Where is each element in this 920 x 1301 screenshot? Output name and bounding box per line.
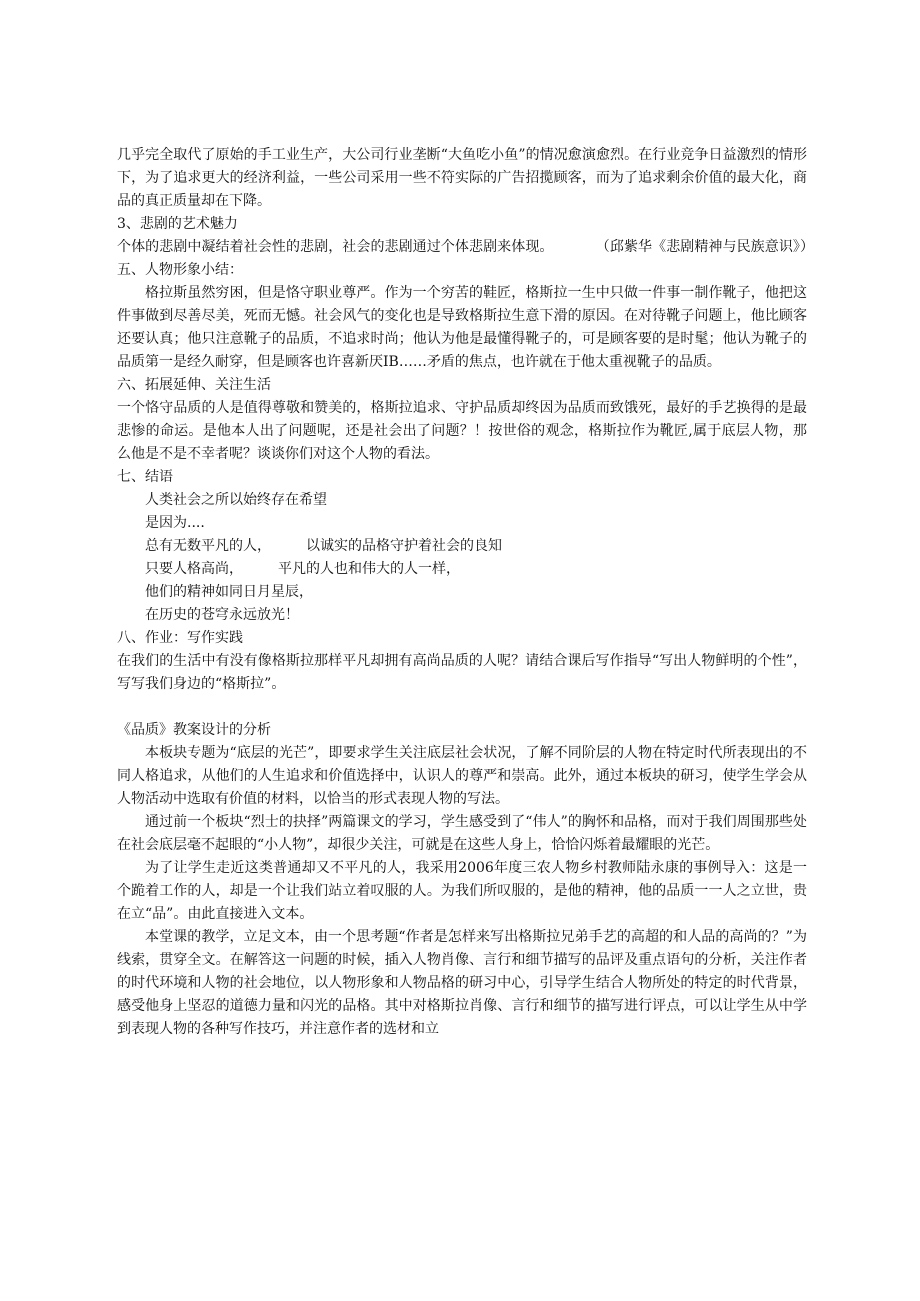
poem-line: 在历史的苍穹永远放光！ bbox=[145, 607, 299, 623]
heading-tragedy-charm: 3、悲剧的艺术魅力 bbox=[117, 216, 238, 232]
analysis-title: 《品质》教案设计的分析 bbox=[117, 722, 271, 738]
poem-line: 人类社会之所以始终存在希望 bbox=[145, 492, 327, 508]
poem-line: 他们的精神如同日月星辰， bbox=[145, 584, 313, 600]
heading-homework: 八、作业：写作实践 bbox=[117, 630, 243, 646]
paragraph-analysis-intro: 为了让学生走近这类普通却又不平凡的人，我采用2006年度三农人物乡村教师陆永康的事例导入：这是一个跪着工作的人，却是一个让我们站立着叹服的人。为我们所叹服的，是他的精神，他的品质一一人之立世，贵在立“品”。由此直接进入文本。 bbox=[117, 860, 807, 922]
poem-line: 总有无数平凡的人， 以诚实的品格守护着社会的良知 bbox=[145, 538, 502, 554]
paragraph-analysis-contrast: 通过前一个板块“烈士的抉择”两篇课文的学习，学生感受到了“伟人”的胸怀和品格，而对于我们周围那些处在社会底层毫不起眼的“小人物”，却很少关注，可就是在这些人身上，恰恰闪烁着最耀眼的光芒。 bbox=[117, 814, 807, 853]
paragraph-industry-context: 几乎完全取代了原始的手工业生产，大公司行业垄断“大鱼吃小鱼”的情况愈演愈烈。在行业竞争日益激烈的情形下，为了追求更大的经济利益，一些公司采用一些不符实际的广告招揽顾客，而为了追求剩余价值的最大化，商品的真正质量却在下降。 bbox=[117, 147, 807, 209]
heading-extension: 六、拓展延伸、关注生活 bbox=[117, 377, 271, 393]
paragraph-analysis-method: 本堂课的教学，立足文本，由一个思考题“作者是怎样来写出格斯拉兄弟手艺的高超的和人品的高尚的？”为线索，贯穿全文。在解答这一问题的时候，插入人物肖像、言行和细节描写的品评及重点语句的分析，关注作者的时代环境和人物的社会地位，以人物形象和人物品格的研习中心，引导学生结合人物所处的特定的时代背景，感受他身上坚忍的道德力量和闪光的品格。其中对格斯拉肖像、言行和细节的描写进行评点，可以让学生从中学到表现人物的各种写作技巧，并注意作者的选材和立 bbox=[117, 929, 807, 1037]
poem-line: 是因为.... bbox=[145, 515, 205, 531]
conclusion-poem bbox=[117, 489, 807, 627]
paragraph-analysis-theme: 本板块专题为“底层的光芒”，即要求学生关注底层社会状况，了解不同阶层的人物在特定时代所表现出的不同人格追求，从他们的人生追求和价值选择中，认识人的尊严和崇高。此外，通过本板块的研习，使学生学会从人物活动中选取有价值的材料，以恰当的形式表现人物的写法。 bbox=[117, 745, 807, 807]
document-page bbox=[117, 144, 807, 1041]
poem-line: 只要人格高尚， 平凡的人也和伟大的人一样， bbox=[145, 561, 460, 577]
paragraph-extension: 一个恪守品质的人是值得尊敬和赞美的，格斯拉追求、守护品质却终因为品质而致饿死，最好的手艺换得的是最悲惨的命运。是他本人出了问题呢，还是社会出了问题？！按世俗的观念，格斯拉作为靴匠,属于底层人物，那么他是不是不幸者呢？谈谈你们对这个人物的看法。 bbox=[117, 400, 807, 462]
paragraph-character-summary: 格拉斯虽然穷困，但是恪守职业尊严。作为一个穷苦的鞋匠，格斯拉一生中只做一件事一制作靴子，他把这件事做到尽善尽美，死而无憾。社会风气的变化也是导致格斯拉生意下滑的原因。在对待靴子问题上，他比顾客还要认真；他只注意靴子的品质，不追求时尚；他认为他是最懂得靴子的，可是顾客要的是时髦；他认为靴子的品质第一是经久耐穿，但是顾客也许喜新厌IB……矛盾的焦点，也许就在于他太重视靴子的品质。 bbox=[117, 285, 807, 370]
paragraph-homework: 在我们的生活中有没有像格斯拉那样平凡却拥有高尚品质的人呢？请结合课后写作指导“写出人物鲜明的个性”，写写我们身边的“格斯拉”。 bbox=[117, 653, 807, 692]
heading-conclusion: 七、结语 bbox=[117, 469, 173, 485]
section-spacer bbox=[117, 696, 807, 719]
paragraph-tragedy-quote: 个体的悲剧中凝结着社会性的悲剧，社会的悲剧通过个体悲剧来体现。 （邱紫华《悲剧精神与民族意识》）五、人物形象小结： bbox=[117, 239, 807, 278]
